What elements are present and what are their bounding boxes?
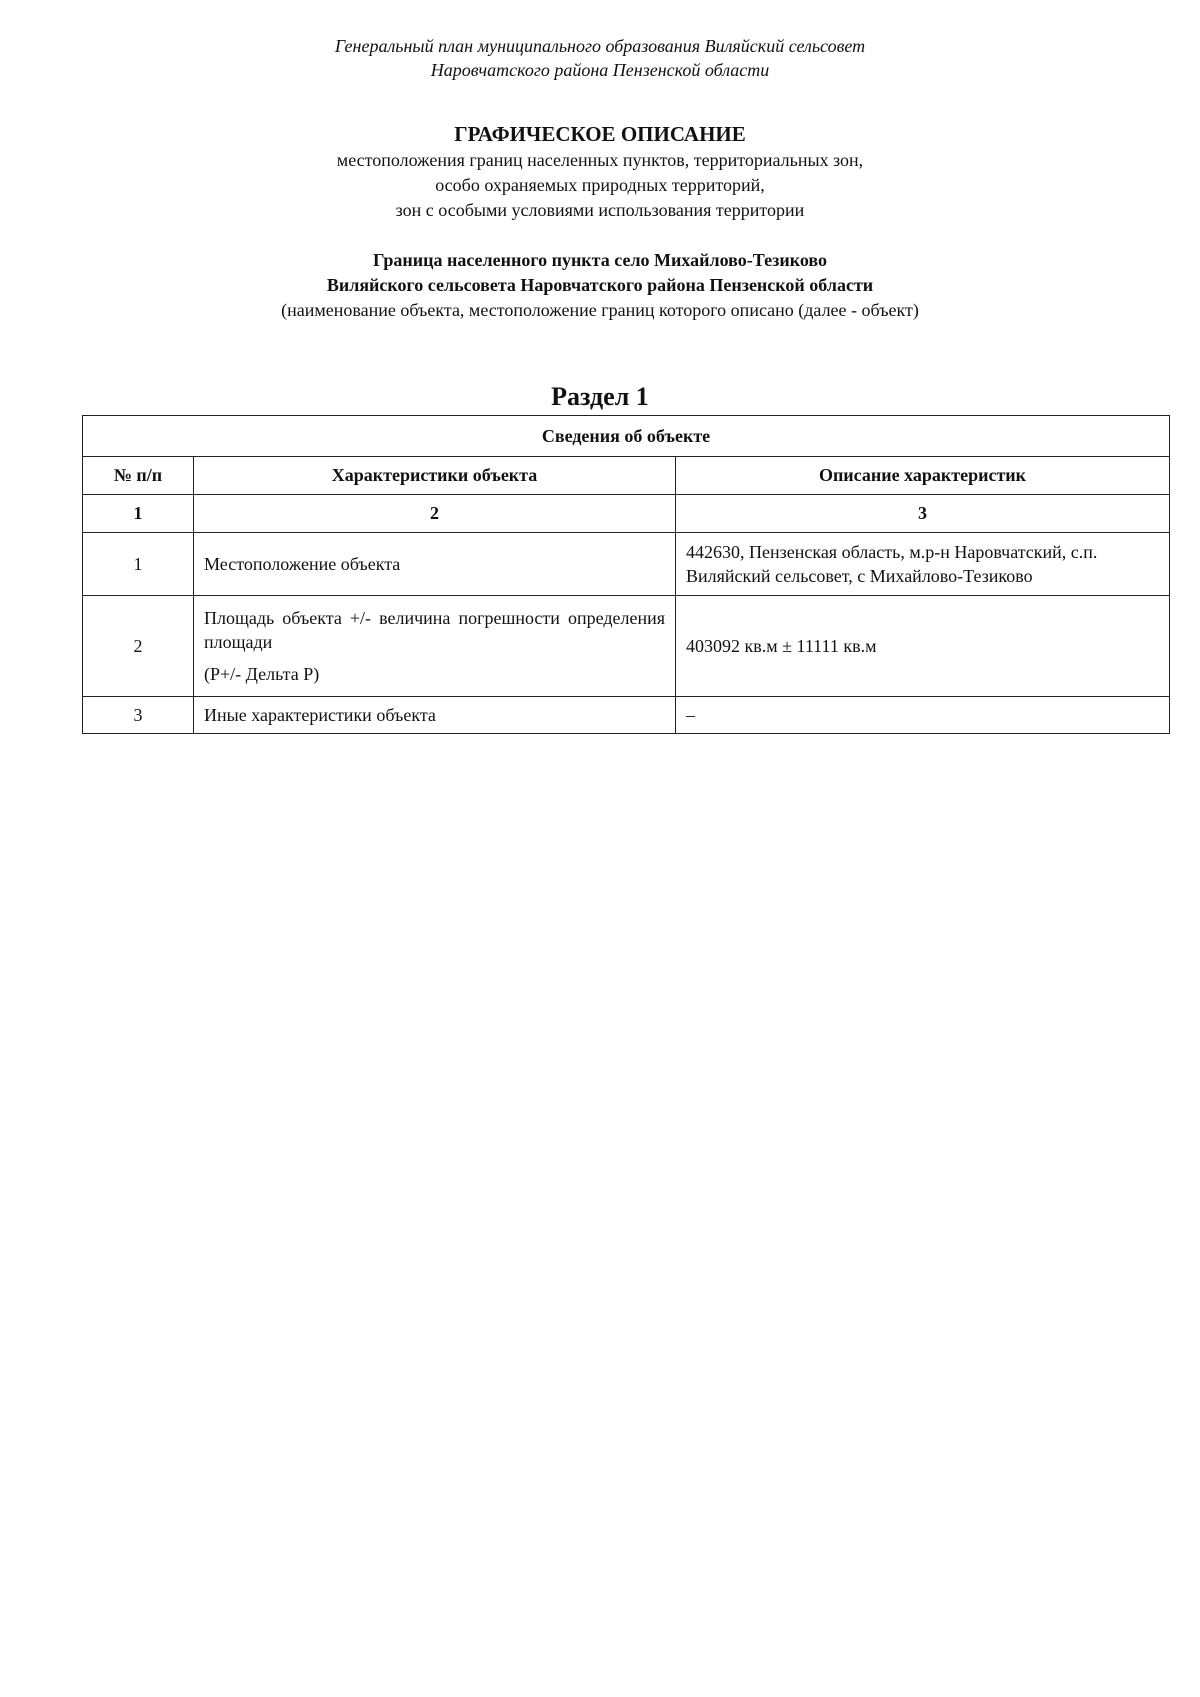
- table-row: [83, 533, 1170, 596]
- table-caption-row: [83, 416, 1170, 457]
- document-title: ГРАФИЧЕСКОЕ ОПИСАНИЕ: [454, 122, 746, 146]
- table-row: [83, 697, 1170, 734]
- header-line-2: Наровчатского района Пензенской области: [430, 60, 770, 80]
- table-row: [83, 596, 1170, 697]
- header-line-1: Генеральный план муниципального образования Виляйский сельсовет: [334, 36, 866, 56]
- row-number: 2: [83, 596, 194, 697]
- column-number-2: 2: [194, 495, 676, 533]
- document-subtitle-line-2: особо охраняемых природных территорий,: [435, 175, 765, 195]
- section-title: Раздел 1: [551, 382, 649, 411]
- object-note: (наименование объекта, местоположение границ которого описано (далее - объект): [281, 300, 919, 320]
- object-name-line-2: Виляйского сельсовета Наровчатского района Пензенской области: [326, 275, 874, 295]
- column-number-row: [83, 495, 1170, 533]
- column-header-characteristic: Характеристики объекта: [194, 457, 676, 495]
- object-block: [0, 248, 1200, 323]
- row-number: 1: [83, 533, 194, 596]
- row-characteristic: Площадь объекта +/- величина погрешности определения площади: [204, 608, 665, 652]
- page-header: [0, 34, 1200, 82]
- title-block: [0, 120, 1200, 223]
- row-description: –: [676, 697, 1170, 734]
- table-caption: Сведения об объекте: [83, 416, 1170, 457]
- row-characteristic: Иные характеристики объекта: [194, 697, 676, 734]
- document-subtitle-line-1: местоположения границ населенных пунктов, территориальных зон,: [336, 150, 864, 170]
- object-info-table: [82, 415, 1170, 734]
- object-name-line-1: Граница населенного пункта село Михайлово-Тезиково: [373, 250, 827, 270]
- row-description: 403092 кв.м ± 11111 кв.м: [676, 596, 1170, 697]
- row-characteristic: Местоположение объекта: [194, 533, 676, 596]
- column-header-number: № п/п: [83, 457, 194, 495]
- document-subtitle-line-3: зон с особыми условиями использования территории: [395, 200, 805, 220]
- column-number-3: 3: [676, 495, 1170, 533]
- column-header-description: Описание характеристик: [676, 457, 1170, 495]
- row-characteristic-cell: [194, 596, 676, 697]
- row-characteristic-note: (Р+/- Дельта Р): [204, 664, 320, 684]
- row-number: 3: [83, 697, 194, 734]
- table-header-row: [83, 457, 1170, 495]
- row-description: 442630, Пензенская область, м.р-н Наровчатский, с.п. Виляйский сельсовет, с Михайлово-Тезиково: [676, 533, 1170, 596]
- column-number-1: 1: [83, 495, 194, 533]
